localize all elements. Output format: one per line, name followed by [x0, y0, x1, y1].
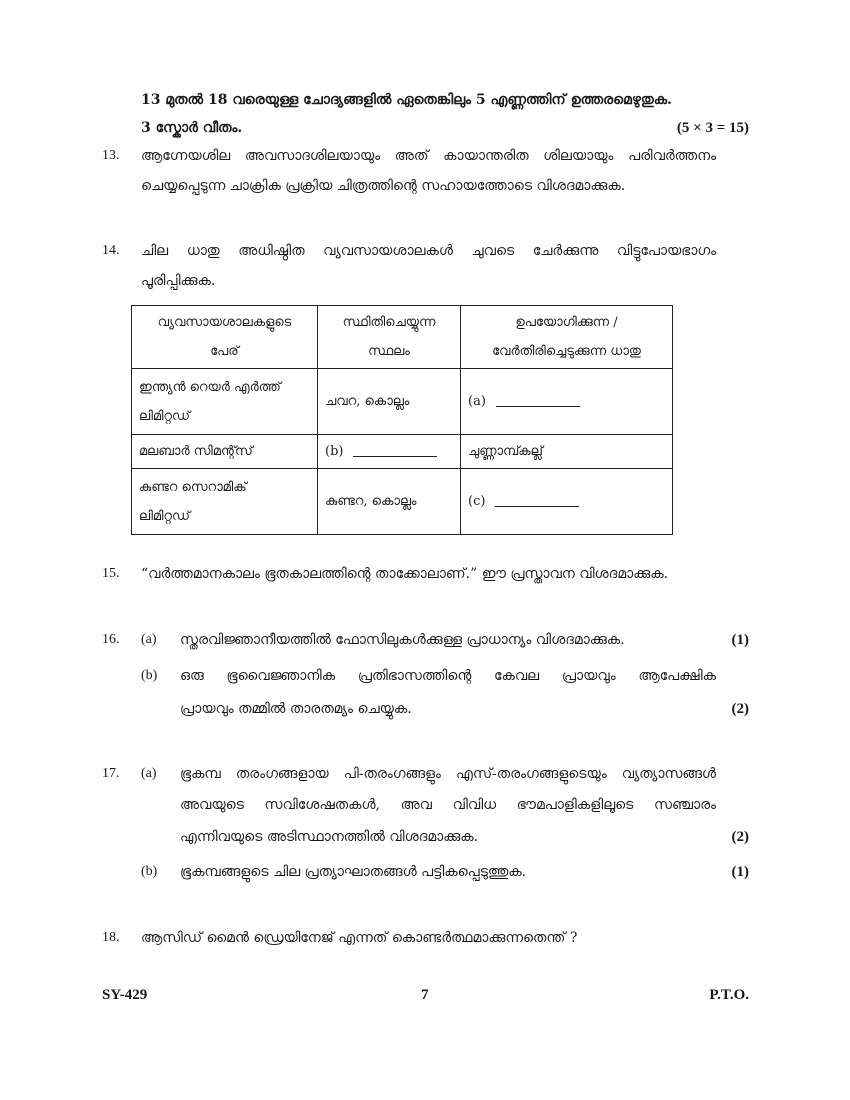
q16-b-text-line-1: ഒരു ഭൂവൈജ്ഞാനിക പ്രതിഭാസത്തിന്റെ കേവല പ്രായവും ആപേക്ഷിക: [180, 668, 716, 684]
q14-number: 14.: [102, 243, 120, 258]
q17-a-marks: (2): [731, 829, 749, 845]
answer-blank-c: [495, 496, 579, 507]
answer-blank-a: [496, 396, 580, 407]
table-header-cell: വ്യവസായശാലകളുടെ പേര്: [132, 306, 318, 369]
q17-a-label: (a): [141, 766, 157, 781]
q17-a-text-line-2: അവയുടെ സവിശേഷതകൾ, അവ വിവിധ ഭൗമപാളികളിലൂടെ സഞ്ചാരം: [180, 797, 716, 813]
footer-code: SY-429: [102, 987, 148, 1003]
table-cell-mineral: (c): [461, 469, 673, 535]
q18-text: ആസിഡ് മൈൻ ഡ്രെയിനേജ് എന്നത് കൊണ്ടർത്ഥമാക്കുന്നതെന്ത് ?: [141, 930, 578, 946]
q16-b-marks: (2): [731, 701, 749, 717]
q16-a-label: (a): [141, 632, 157, 647]
q18-number: 18.: [102, 930, 120, 945]
table-row: [132, 435, 673, 469]
q13-text-line-1: ആഗ്നേയശില അവസാദശിലയായും അത് കായാന്തരിത ശിലയായും പരിവർത്തനം: [141, 148, 716, 164]
table-row: [132, 469, 673, 535]
table-cell-name: കുണ്ടറ സെറാമിക് ലിമിറ്റഡ്: [132, 469, 318, 535]
q16-a-text: സ്തരവിജ്ഞാനീയത്തിൽ ഫോസിലുകൾക്കുള്ള പ്രാധാന്യം വിശദമാക്കുക.: [180, 632, 625, 648]
q14-text-line-1: ചില ധാതു അധിഷ്ഠിത വ്യവസായശാലകൾ ചുവടെ ചേർക്കുന്നു വിട്ടുപോയഭാഗം: [141, 243, 716, 259]
footer-pto: P.T.O.: [709, 987, 749, 1003]
q17-b-marks: (1): [731, 864, 749, 880]
table-cell-name: മലബാർ സിമന്റ്സ്: [132, 435, 318, 469]
table-row: [132, 369, 673, 435]
q14-text-line-2: പൂരിപ്പിക്കുക.: [141, 273, 216, 289]
q14-table: [131, 305, 673, 535]
instruction-marks: (5 × 3 = 15): [676, 120, 749, 136]
footer-page-number: 7: [421, 987, 429, 1003]
instruction-line-1: 13 മുതൽ 18 വരെയുള്ള ചോദ്യങ്ങളിൽ ഏതെങ്കിലും 5 എണ്ണത്തിന് ഉത്തരമെഴുതുക.: [141, 92, 673, 108]
q17-b-label: (b): [141, 864, 158, 879]
instruction-line-2: 3 സ്കോർ വീതം.: [141, 120, 243, 136]
q15-text: “വർത്തമാനകാലം ഭൂതകാലത്തിന്റെ താക്കോലാണ്.” ഈ പ്രസ്താവന വിശദമാക്കുക.: [141, 566, 669, 582]
table-cell-mineral: (a): [461, 369, 673, 435]
table-cell-place: ചവറ, കൊല്ലം: [318, 369, 461, 435]
table-header-cell: ഉപയോഗിക്കുന്ന / വേർതിരിച്ചെടുക്കുന്ന ധാതു: [461, 306, 673, 369]
table-header-cell: സ്ഥിതിചെയ്യുന്ന സ്ഥലം: [318, 306, 461, 369]
q16-a-marks: (1): [731, 632, 749, 648]
table-cell-place: (b): [318, 435, 461, 469]
q13-number: 13.: [102, 148, 120, 163]
q16-number: 16.: [102, 632, 120, 647]
q17-b-text: ഭൂകമ്പങ്ങളുടെ ചില പ്രത്യാഘാതങ്ങൾ പട്ടികപ്പെടുത്തുക.: [180, 864, 527, 880]
q17-number: 17.: [102, 766, 120, 781]
q16-b-text-line-2: പ്രായവും തമ്മിൽ താരതമ്യം ചെയ്യുക.: [180, 701, 412, 717]
q15-number: 15.: [102, 566, 120, 581]
answer-blank-b: [353, 446, 437, 457]
q13-text-line-2: ചെയ്യപ്പെടുന്ന ചാക്രിക പ്രക്രിയ ചിത്രത്തിന്റെ സഹായത്തോടെ വിശദമാക്കുക.: [141, 178, 626, 194]
q17-a-text-line-1: ഭൂകമ്പ തരംഗങ്ങളായ പി-തരംഗങ്ങളും എസ്-തരംഗങ്ങളുടെയും വ്യത്യാസങ്ങൾ: [180, 766, 716, 782]
table-cell-name: ഇന്ത്യൻ റെയർ എർത്ത് ലിമിറ്റഡ്: [132, 369, 318, 435]
q17-a-text-line-3: എന്നിവയുടെ അടിസ്ഥാനത്തിൽ വിശദമാക്കുക.: [180, 829, 479, 845]
table-header-row: [132, 306, 673, 369]
q16-b-label: (b): [141, 668, 158, 683]
table-cell-place: കുണ്ടറ, കൊല്ലം: [318, 469, 461, 535]
table-cell-mineral: ചുണ്ണാമ്പ്കല്ല്: [461, 435, 673, 469]
